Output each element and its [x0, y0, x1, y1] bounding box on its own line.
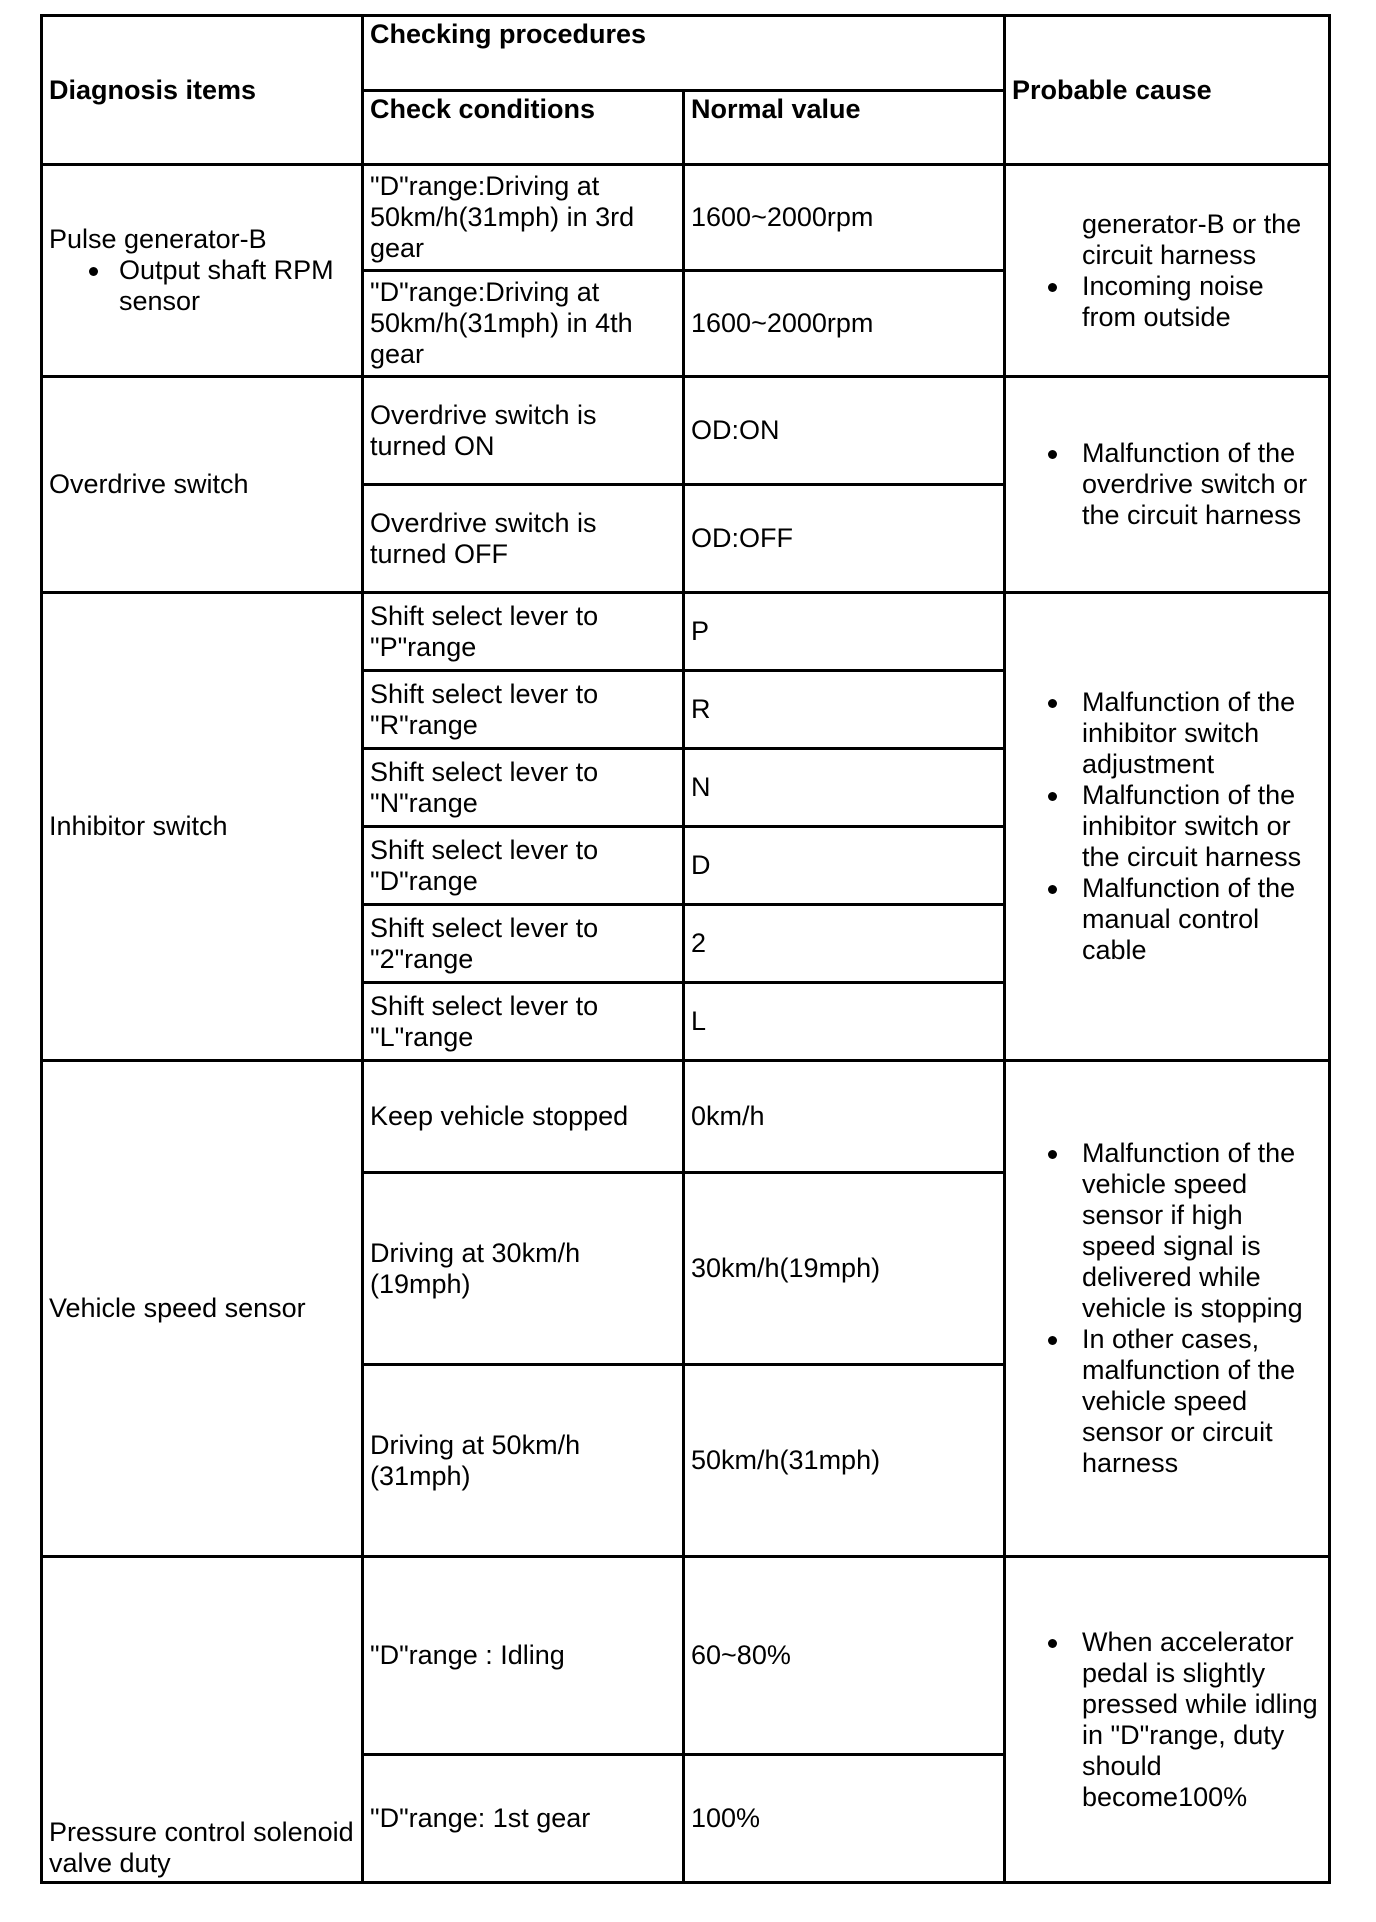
normal-value: N	[684, 749, 1005, 827]
diagnosis-item: Pressure control solenoid valve duty	[42, 1557, 363, 1883]
normal-value: OD:OFF	[684, 485, 1005, 593]
check-condition: Shift select lever to "2"range	[363, 905, 684, 983]
check-condition: Shift select lever to "P"range	[363, 593, 684, 671]
check-condition: Shift select lever to "L"range	[363, 983, 684, 1061]
cause-item: generator-B or the circuit harness	[1082, 208, 1302, 270]
cause-item: Malfunction of the inhibitor switch or the circuit harness	[1082, 780, 1322, 873]
normal-value: 60~80%	[684, 1557, 1005, 1755]
check-condition: Shift select lever to "N"range	[363, 749, 684, 827]
check-condition: Driving at 50km/h (31mph)	[363, 1365, 684, 1557]
probable-cause-cell	[1005, 377, 1330, 593]
diagnosis-table	[40, 14, 1331, 1884]
probable-cause-cell	[1005, 1557, 1330, 1883]
check-condition: "D"range:Driving at 50km/h(31mph) in 4th gear	[363, 271, 684, 377]
normal-value: 30km/h(19mph)	[684, 1173, 1005, 1365]
check-condition: Keep vehicle stopped	[363, 1061, 684, 1173]
cause-item: Malfunction of the manual control cable	[1082, 873, 1322, 966]
diagnosis-sub-item: Output shaft RPM sensor	[49, 255, 355, 317]
table-row	[42, 377, 1330, 485]
header-probable-cause: Probable cause	[1005, 16, 1330, 165]
normal-value: 50km/h(31mph)	[684, 1365, 1005, 1557]
check-condition: Overdrive switch is turned ON	[363, 377, 684, 485]
normal-value: R	[684, 671, 1005, 749]
normal-value: OD:ON	[684, 377, 1005, 485]
normal-value: L	[684, 983, 1005, 1061]
normal-value: 100%	[684, 1755, 1005, 1883]
table-row	[42, 165, 1330, 271]
cause-item: Malfunction of the vehicle speed sensor if high speed signal is delivered while vehicle is stopping	[1082, 1138, 1322, 1324]
diagnosis-item-cell	[42, 165, 363, 377]
normal-value: 2	[684, 905, 1005, 983]
normal-value: P	[684, 593, 1005, 671]
check-condition: "D"range : Idling	[363, 1557, 684, 1755]
diagnosis-item: Pulse generator-B	[49, 224, 267, 254]
table-row	[42, 1061, 1330, 1173]
header-check-conditions: Check conditions	[363, 91, 684, 165]
normal-value: 1600~2000rpm	[684, 165, 1005, 271]
check-condition: Shift select lever to "R"range	[363, 671, 684, 749]
probable-cause-cell	[1005, 593, 1330, 1061]
check-condition: Overdrive switch is turned OFF	[363, 485, 684, 593]
cause-item: Malfunction of the inhibitor switch adjustment	[1082, 687, 1322, 780]
check-condition: Driving at 30km/h (19mph)	[363, 1173, 684, 1365]
check-condition: "D"range:Driving at 50km/h(31mph) in 3rd gear	[363, 165, 684, 271]
diagnosis-item: Vehicle speed sensor	[42, 1061, 363, 1557]
header-normal-value: Normal value	[684, 91, 1005, 165]
diagnosis-item: Inhibitor switch	[42, 593, 363, 1061]
check-condition: "D"range: 1st gear	[363, 1755, 684, 1883]
table-row	[42, 593, 1330, 671]
check-condition: Shift select lever to "D"range	[363, 827, 684, 905]
normal-value: 0km/h	[684, 1061, 1005, 1173]
header-checking-procedures: Checking procedures	[363, 16, 1005, 91]
probable-cause-cell	[1005, 165, 1330, 377]
normal-value: D	[684, 827, 1005, 905]
header-diagnosis-items: Diagnosis items	[42, 16, 363, 165]
cause-item: Incoming noise from outside	[1082, 271, 1322, 333]
cause-item: When accelerator pedal is slightly pressed while idling in "D"range, duty should become100%	[1082, 1627, 1322, 1813]
cause-item: Malfunction of the overdrive switch or the circuit harness	[1082, 438, 1322, 531]
probable-cause-cell	[1005, 1061, 1330, 1557]
diagnosis-item: Overdrive switch	[42, 377, 363, 593]
cause-item: In other cases, malfunction of the vehicle speed sensor or circuit harness	[1082, 1324, 1322, 1479]
normal-value: 1600~2000rpm	[684, 271, 1005, 377]
table-row	[42, 1557, 1330, 1755]
